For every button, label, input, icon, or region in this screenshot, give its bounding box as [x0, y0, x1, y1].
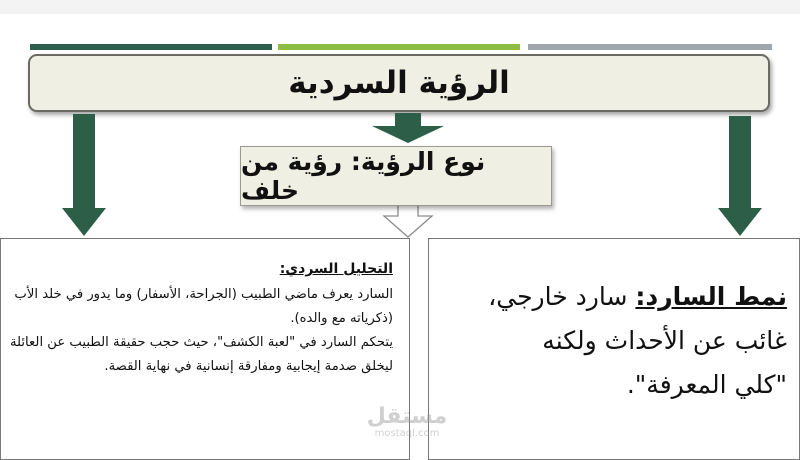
arrow-down-center-icon — [372, 113, 444, 143]
title-box — [28, 54, 770, 112]
narrator-line-3: "كلي المعرفة". — [626, 370, 787, 399]
accent-strip-dark-green — [30, 44, 272, 50]
vision-type-box — [240, 146, 552, 206]
narrator-line-1 — [433, 275, 787, 319]
arrow-down-outline-icon — [384, 204, 432, 237]
top-band — [0, 0, 800, 14]
accent-strip-light-green — [278, 44, 520, 50]
arrow-down-left-icon — [62, 114, 106, 236]
narrator-panel — [428, 238, 800, 460]
diagram-title: الرؤية السردية — [288, 65, 510, 101]
watermark — [362, 406, 452, 440]
watermark-text: مستقل — [366, 404, 448, 429]
analysis-paragraph: السارد يعرف ماضي الطبيب (الجراحة، الأسفار) وما يدور في خلد الأب (ذكرياته مع والده). — [14, 287, 393, 326]
analysis-panel — [0, 238, 410, 460]
analysis-paragraph: يتحكم السارد في "لعبة الكشف"، حيث حجب حقيقة الطبيب عن العائلة ليخلق صدمة إيجابية ومفارقة إنسانية في نهاية القصة. — [9, 335, 393, 374]
narrator-line-2: غائب عن الأحداث ولكنه — [542, 326, 787, 355]
narrator-value: سارد خارجي، — [488, 282, 628, 311]
arrow-down-right-icon — [718, 116, 762, 236]
accent-strip-gray — [528, 44, 772, 50]
vision-type-label: نوع الرؤية: رؤية من خلف — [241, 147, 486, 205]
narrator-label: نمط السارد: — [635, 282, 787, 311]
analysis-heading: التحليل السردي: — [279, 261, 393, 277]
watermark-sub: mostaql.com — [374, 428, 440, 439]
